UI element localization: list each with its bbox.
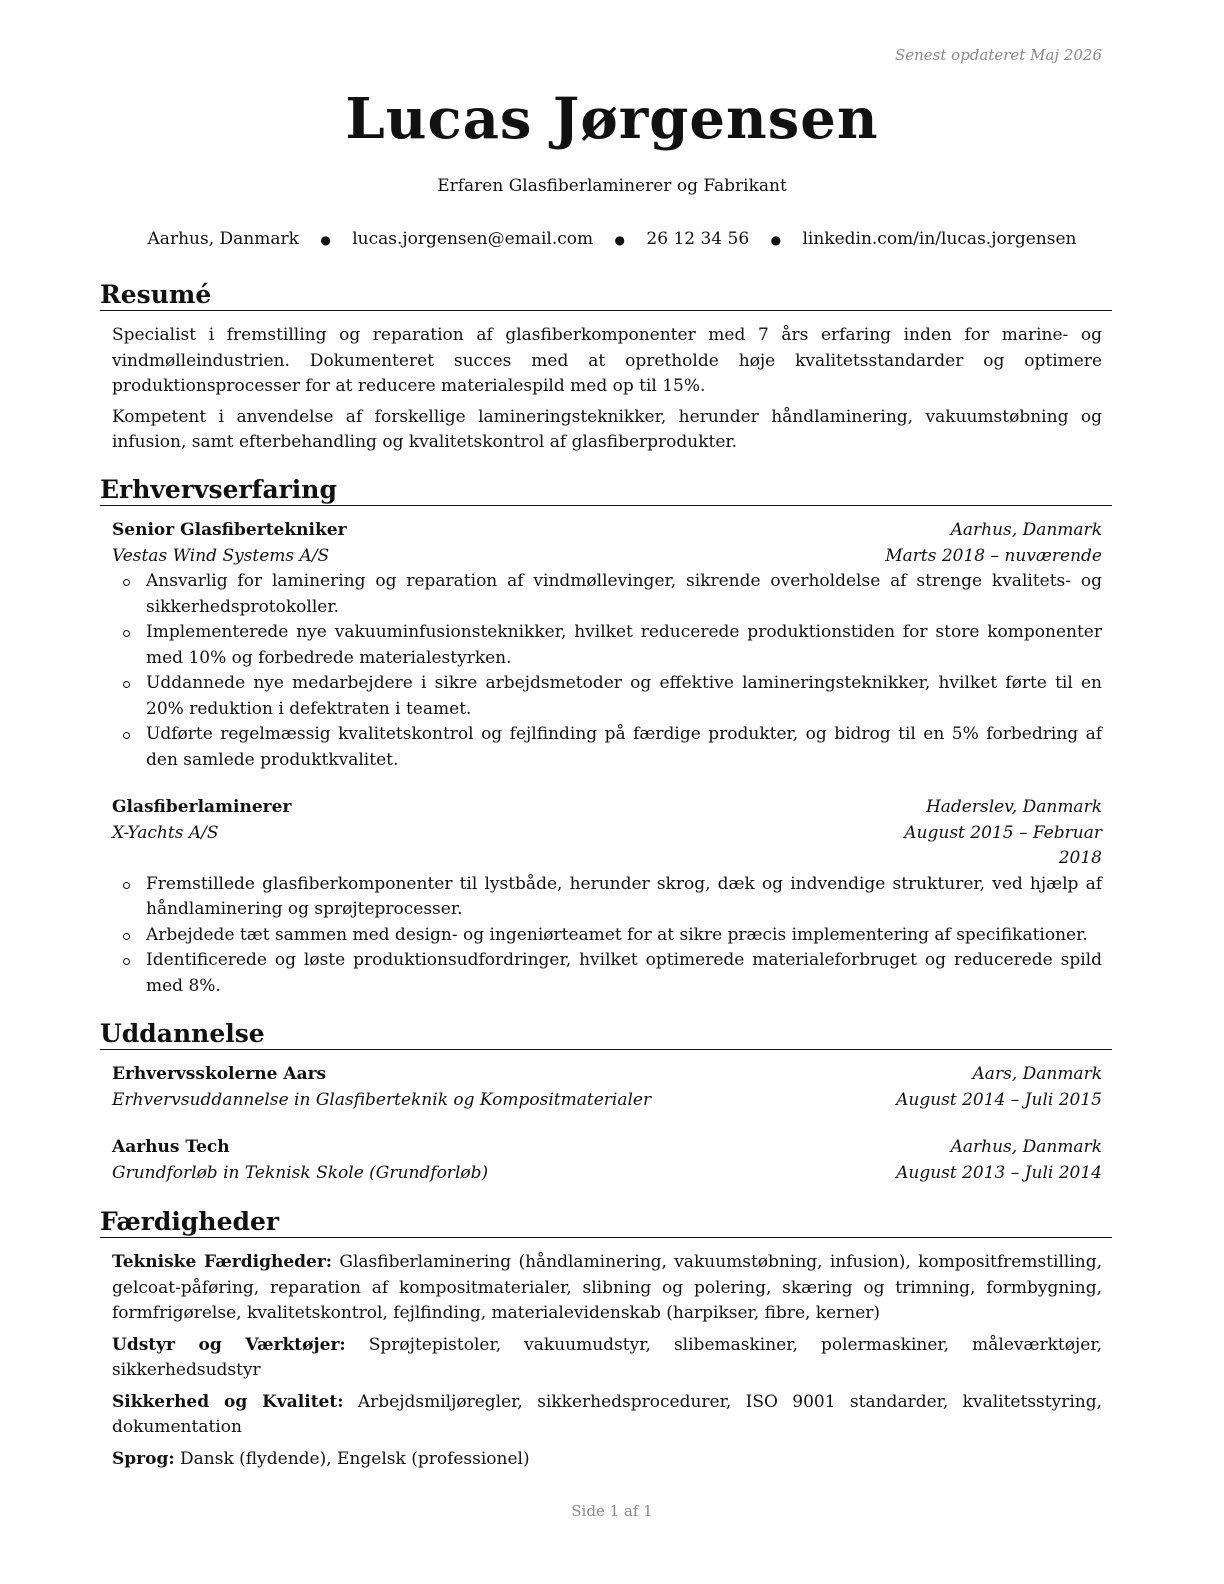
school-location: Aars, Danmark (972, 1064, 1102, 1084)
school-location: Aarhus, Danmark (950, 1137, 1102, 1157)
contact-phone: 26 12 34 56 (646, 229, 750, 249)
job-role: Senior Glasfibertekniker (112, 520, 347, 540)
skill-label: Sikkerhed og Kvalitet: (112, 1391, 344, 1412)
summary-paragraph: Kompetent i anvendelse af forskellige lamineringsteknikker, herunder håndlaminering, vakuumstøbning og infusion, samt efterbehandling og kvalitetskontrol af glasfiberprodukter. (112, 406, 1102, 452)
section-title: Erhvervserfaring (100, 475, 1112, 506)
skill-text: Glasfiberlaminering (håndlaminering, vakuumstøbning, infusion), kompositfremstilling, gelcoat-påføring, reparation af kompositmaterialer, slibning og polering, skæring og trimning, formbygning, formfrigørelse, kvalitetskontrol, fejlfinding, materialevidenskab (harpikser, fibre, kerner) (112, 1252, 1102, 1323)
section-title: Uddannelse (100, 1019, 1112, 1050)
contact-location: Aarhus, Danmark (147, 229, 299, 249)
skill-group (112, 1447, 1102, 1473)
last-updated: Senest opdateret Maj 2026 (894, 46, 1102, 64)
school-name: Aarhus Tech (112, 1137, 230, 1157)
job-bullet: Implementerede nye vakuuminfusionsteknikker, hvilket reducerede produktionstiden for store komponenter med 10% og forbedrede materialestyrken. (146, 620, 1102, 671)
degree-name: Erhvervsuddannelse in Glasfiberteknik og Kompositmaterialer (112, 1089, 652, 1110)
candidate-name: Lucas Jørgensen (345, 86, 879, 152)
job-location: Haderslev, Danmark (925, 797, 1102, 817)
contact-email[interactable]: lucas.jorgensen@email.com (352, 229, 594, 249)
skill-text: Sprøjtepistoler, vakuumudstyr, slibemaskiner, polermaskiner, måleværktøjer, sikkerhedsudstyr (112, 1334, 1102, 1380)
school-name: Erhvervsskolerne Aars (112, 1064, 327, 1084)
education-entry (112, 1135, 1102, 1186)
bullet-separator-icon: ● (320, 232, 331, 247)
skill-group (112, 1333, 1102, 1384)
experience-section (100, 475, 1112, 999)
bullet-separator-icon: ● (614, 232, 625, 247)
job-dates: Marts 2018 – nuværende (885, 545, 1102, 566)
skill-group (112, 1390, 1102, 1441)
job-entry (112, 795, 1102, 999)
education-dates: August 2014 – Juli 2015 (896, 1089, 1102, 1110)
skill-text: Dansk (flydende), Engelsk (professionel) (180, 1448, 530, 1469)
section-title: Resumé (100, 280, 1112, 311)
job-bullet: Udførte regelmæssig kvalitetskontrol og fejlfinding på færdige produkter, og bidrog til en 5% forbedring af den samlede produktkvalitet. (146, 722, 1102, 773)
contact-line (0, 229, 1224, 249)
education-entry (112, 1062, 1102, 1113)
job-bullet: Identificerede og løste produktionsudfordringer, hvilket optimerede materialeforbruget og reducerede spild med 8%. (146, 948, 1102, 999)
summary-paragraph: Specialist i fremstilling og reparation af glasfiberkomponenter med 7 års erfaring inden for marine- og vindmølleindustrien. Dokumenteret succes med at opretholde høje kvalitetsstandarder og optimere produktionsprocesser for at reducere materialespild med op til 15%. (112, 325, 1102, 396)
job-entry (112, 518, 1102, 773)
summary-section (100, 280, 1112, 456)
section-title: Færdigheder (100, 1207, 1112, 1238)
job-company: Vestas Wind Systems A/S (112, 545, 330, 566)
job-company: X-Yachts A/S (112, 822, 219, 843)
skill-label: Tekniske Færdigheder: (112, 1252, 333, 1272)
candidate-title: Erfaren Glasfiberlaminerer og Fabrikant (437, 176, 787, 196)
job-bullet: Arbejdede tæt sammen med design- og ingeniørteamet for at sikre præcis implementering af specifikationer. (146, 923, 1102, 949)
degree-name: Grundforløb in Teknisk Skole (Grundforløb) (112, 1162, 489, 1183)
page-number: Side 1 af 1 (571, 1502, 653, 1520)
skills-section (100, 1207, 1112, 1472)
job-role: Glasfiberlaminerer (112, 797, 292, 817)
education-section (100, 1019, 1112, 1186)
skill-group (112, 1250, 1102, 1327)
job-bullet: Ansvarlig for laminering og reparation af vindmøllevinger, sikrende overholdelse af strenge kvalitets- og sikkerhedsprotokoller. (146, 569, 1102, 620)
job-bullet: Uddannede nye medarbejdere i sikre arbejdsmetoder og effektive lamineringsteknikker, hvilket førte til en 20% reduktion i defektraten i teamet. (146, 671, 1102, 722)
contact-linkedin[interactable]: linkedin.com/in/lucas.jorgensen (802, 229, 1077, 249)
bullet-separator-icon: ● (770, 232, 782, 247)
job-location: Aarhus, Danmark (950, 520, 1102, 540)
skill-label: Udstyr og Værktøjer: (112, 1334, 346, 1355)
job-bullet: Fremstillede glasfiberkomponenter til lystbåde, herunder skrog, dæk og indvendige strukturer, ved hjælp af håndlaminering og sprøjteprocesser. (146, 872, 1102, 923)
skill-label: Sprog: (112, 1448, 175, 1469)
skill-text: Arbejdsmiljøregler, sikkerhedsprocedurer, ISO 9001 standarder, kvalitetsstyring, dokumentation (112, 1391, 1102, 1437)
job-dates: August 2015 – Februar 2018 (904, 822, 1102, 868)
education-dates: August 2013 – Juli 2014 (896, 1162, 1102, 1183)
